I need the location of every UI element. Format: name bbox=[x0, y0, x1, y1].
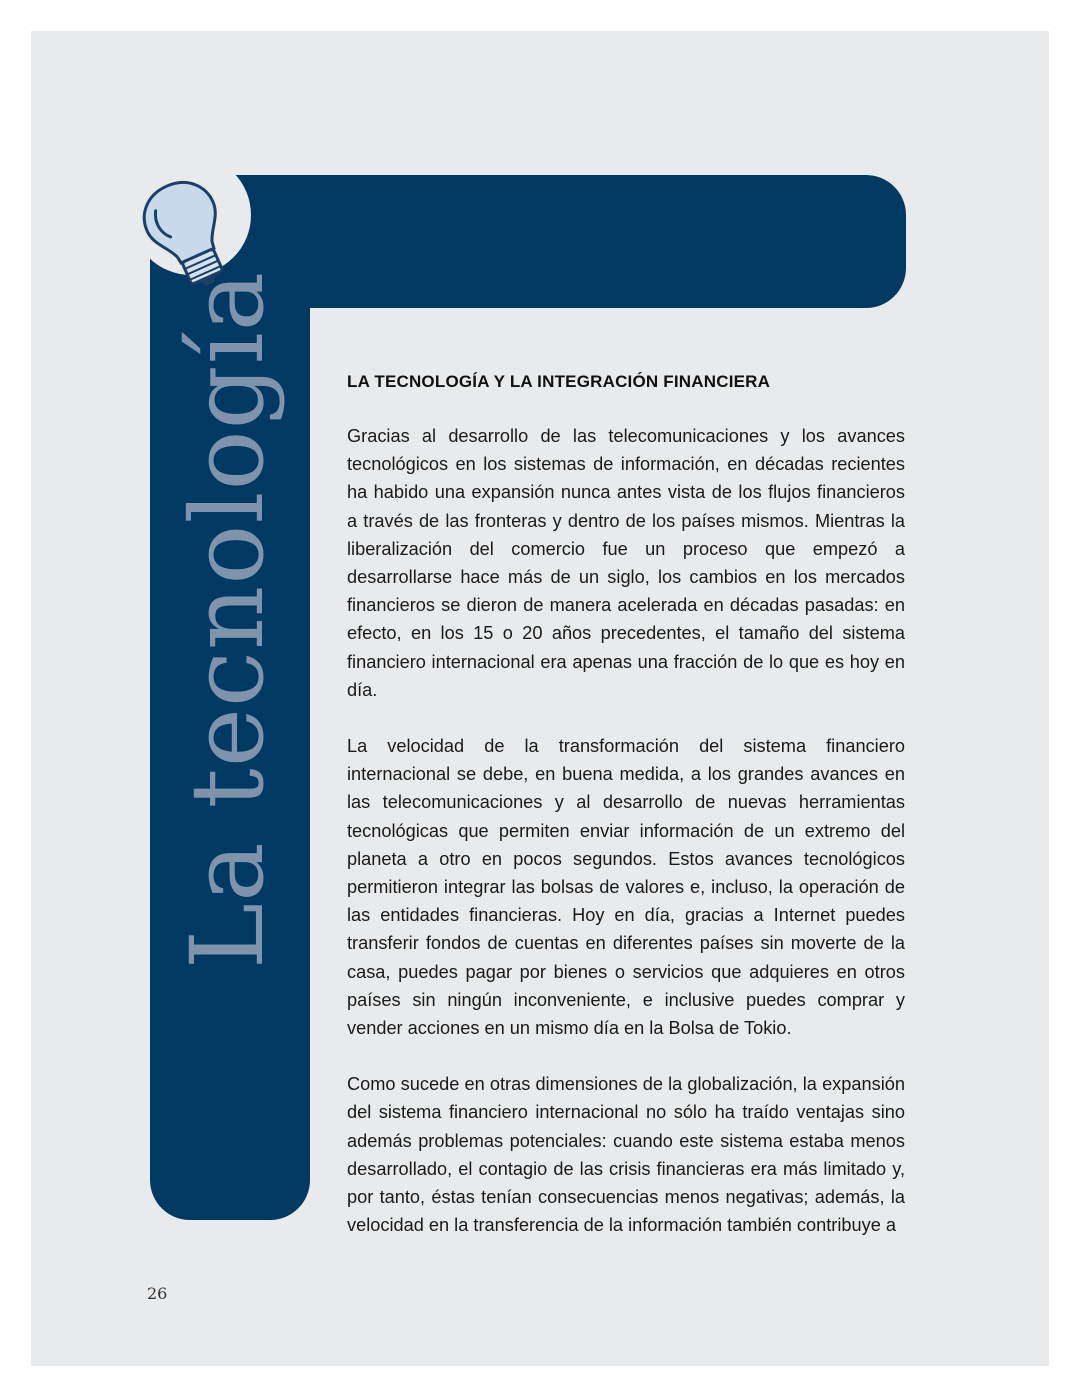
side-title: La tecnología bbox=[169, 270, 286, 970]
article-heading: LA TECNOLOGÍA Y LA INTEGRACIÓN FINANCIERA bbox=[347, 372, 771, 391]
lightbulb-icon bbox=[31, 31, 271, 301]
article bbox=[347, 372, 905, 1267]
paragraph: Gracias al desarrollo de las telecomunicaciones y los avances tecnológicos en los sistemas de información, en décadas recientes ha habido una expansión nunca antes vista de los flujos financieros a través de las fronteras y dentro de los países mismos. Mientras la liberalización del comercio fue un proceso que empezó a desarrollarse hace más de un siglo, los cambios en los mercados financieros se dieron de manera acelerada en décadas pasadas: en efecto, en los 15 o 20 años precedentes, el tamaño del sistema financiero internacional era apenas una fracción de lo que es hoy en día. bbox=[347, 426, 905, 700]
paragraph: Como sucede en otras dimensiones de la globalización, la expansión del sistema financiero internacional no sólo ha traído ventajas sino además problemas potenciales: cuando este sistema estaba menos desarrollado, el contagio de las crisis financieras era más limitado y, por tanto, éstas tenían consecuencias menos negativas; además, la velocidad en la transferencia de la información también contribuye a bbox=[347, 1074, 905, 1236]
page-number: 26 bbox=[147, 1284, 168, 1303]
paragraph: La velocidad de la transformación del sistema financiero internacional se debe, en buena medida, a los grandes avances en las telecomunicaciones y al desarrollo de nuevas herramientas tecnológicas que permiten enviar información de un extremo del planeta a otro en pocos segundos. Estos avances tecnológicos permitieron integrar las bolsas de valores e, incluso, la operación de las entidades financieras. Hoy en día, gracias a Internet puedes transferir fondos de cuentas en diferentes países sin moverte de la casa, puedes pagar por bienes o servicios que adquieres en otros países sin ningún inconveniente, e inclusive puedes comprar y vender acciones en un mismo día en la Bolsa de Tokio. bbox=[347, 736, 905, 1039]
